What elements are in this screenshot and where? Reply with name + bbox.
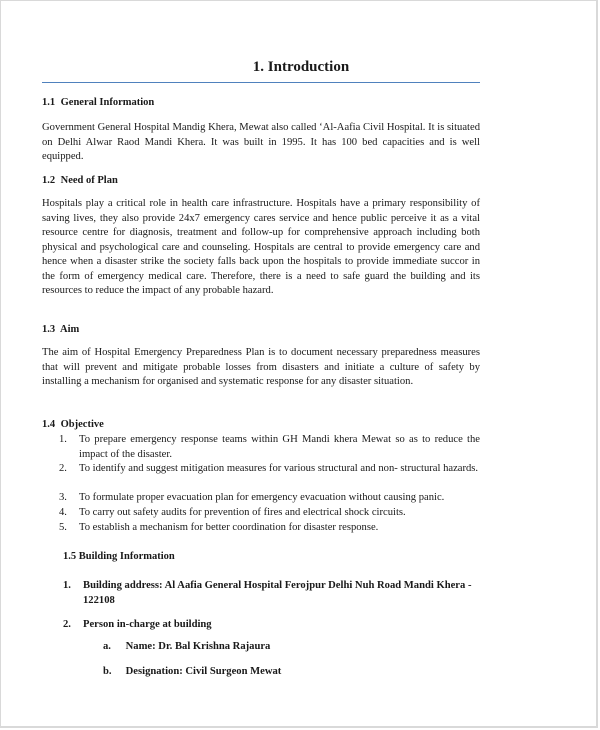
section-title: Aim <box>60 324 80 335</box>
section-body-need-of-plan: Hospitals play a critical role in health care infrastructure. Hospitals have a primary responsibility of saving lives, they also provide 24x7 emergency cares service and hence public perceive it as a vital resource centre for diagnosis, treatment and follow-up for comprehensive approach including both physical and psychological care and counseling. Hospitals are central to provide emergency care and hence when a disaster strike the society falls back upon the hospitals to provide immediate succor in the form of emergency medical care. Therefore, there is a need to safe guard the building and its resources to reduce the impact of any probable hazard. <box>42 198 480 296</box>
section-title: Objective <box>60 419 104 430</box>
objective-item: 2. To identify and suggest mitigation measures for various structural and non- structural hazards. <box>59 463 479 474</box>
section-title: Building Information <box>78 551 175 562</box>
building-address-item: 1. Building address: Al Aafia General Hospital Ferojpur Delhi Nuh Road Mandi Khera - 122108 <box>63 580 472 606</box>
section-number: 1.3 <box>42 324 56 335</box>
section-number: 1.4 <box>42 419 56 430</box>
section-body-general-information: Government General Hospital Mandig Khera, Mewat also called ‘Al-Aafia Civil Hospital. It is situated on Delhi Alwar Raod Mandi Khera. It was built in 1995. It has 100 bed capacities and is well equipped. <box>42 122 480 162</box>
section-number: 1.2 <box>42 175 56 186</box>
section-number: 1.5 <box>63 551 77 562</box>
section-title: General Information <box>60 97 155 108</box>
section-heading-objective <box>42 419 104 430</box>
section-title: Need of Plan <box>60 175 118 186</box>
objective-item: 3. To formulate proper evacuation plan for emergency evacuation without causing panic. <box>59 492 445 503</box>
page-title: 1. Introduction <box>252 59 350 75</box>
objective-item: 4. To carry out safety audits for prevention of fires and electrical shock circuits. <box>59 507 406 518</box>
section-number: 1.1 <box>42 97 56 108</box>
title-divider <box>42 82 480 83</box>
person-designation-item: b. Designation: Civil Surgeon Mewat <box>103 666 282 677</box>
person-in-charge-item: 2. Person in-charge at building <box>63 619 212 630</box>
section-heading-aim <box>42 324 79 335</box>
person-name-item: a. Name: Dr. Bal Krishna Rajaura <box>103 641 271 652</box>
objective-item: 1. To prepare emergency response teams within GH Mandi khera Mewat so as to reduce the impact of the disaster. <box>59 434 480 460</box>
section-heading-general-information <box>42 97 154 108</box>
section-heading-building-information <box>63 551 175 562</box>
section-heading-need-of-plan <box>42 175 118 186</box>
section-body-aim: The aim of Hospital Emergency Preparedness Plan is to document necessary preparedness measures that will prevent and mitigate probable losses from disasters and initiate a culture of safety by installing a mechanism for organised and systematic response for any disaster situation. <box>42 347 480 387</box>
objective-item: 5. To establish a mechanism for better coordination for disaster response. <box>59 522 379 533</box>
